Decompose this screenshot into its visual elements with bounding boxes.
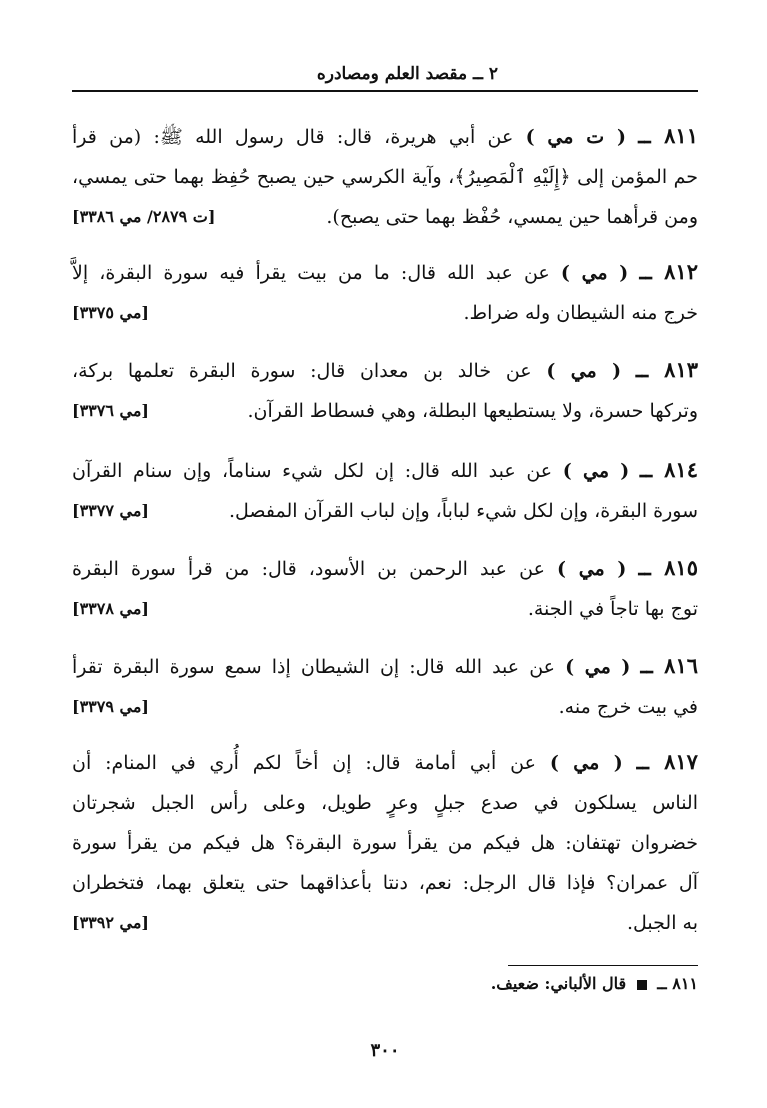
hadith-line bbox=[72, 589, 698, 629]
hadith-number: ٨١١ ــ bbox=[638, 123, 698, 148]
hadith-source: ( مي ) bbox=[557, 558, 627, 580]
chapter-title: ٢ ــ مقصد العلم ومصادره bbox=[316, 64, 498, 84]
footnote-text: قال الألباني: ضعيف. bbox=[490, 974, 627, 993]
hadith-reference: [مي ٣٣٧٩] bbox=[72, 697, 149, 716]
hadith-entry bbox=[72, 450, 698, 531]
hadith-text: به الجبل. bbox=[626, 912, 698, 934]
hadith-reference: [مي ٣٣٧٥] bbox=[72, 303, 149, 322]
hadith-number: ٨١٥ ــ bbox=[638, 555, 698, 580]
footnote bbox=[491, 974, 698, 993]
hadith-entry bbox=[72, 646, 698, 727]
hadith-text: في بيت خرج منه. bbox=[558, 696, 698, 718]
footnote-divider bbox=[508, 965, 698, 966]
hadith-line bbox=[72, 350, 698, 391]
hadith-line bbox=[72, 491, 698, 531]
hadith-source: ( مي ) bbox=[562, 460, 630, 482]
hadith-source: ( ت مي ) bbox=[525, 126, 627, 148]
hadith-text: ومن قرأهما حين يمسي، حُفْظ بهما حتى يصبح). bbox=[326, 206, 698, 228]
hadith-line bbox=[72, 197, 698, 237]
hadith-source: ( مي ) bbox=[549, 752, 623, 774]
hadith-line bbox=[72, 116, 698, 157]
hadith-line: الناس يسلكون في صدع جبلٍ وعرٍ طويل، وعلى رأس الجبل شجرتان bbox=[72, 792, 698, 814]
hadith-line: حم المؤمن إلى ﴿إِلَيْهِ ٱلْمَصِيرُ﴾، وآية الكرسي حين يصبح حُفِظ بهما حتى يمسي، bbox=[72, 166, 698, 188]
page-number: ٣٠٠ bbox=[370, 1040, 400, 1061]
hadith-reference: [مي ٣٣٧٦] bbox=[72, 401, 149, 420]
hadith-source: ( مي ) bbox=[565, 656, 631, 678]
hadith-source: ( مي ) bbox=[560, 262, 629, 284]
hadith-text: عن خالد بن معدان قال: سورة البقرة تعلمها بركة، bbox=[72, 360, 532, 382]
header-divider bbox=[72, 90, 698, 92]
footnote-number: ٨١١ ــ bbox=[657, 974, 698, 993]
hadith-line bbox=[72, 687, 698, 727]
hadith-text: عن أبي هريرة، قال: قال رسول الله ﷺ: (من قرأ bbox=[72, 126, 514, 148]
hadith-number: ٨١٢ ــ bbox=[639, 259, 698, 284]
book-page bbox=[72, 0, 698, 1108]
hadith-number: ٨١٣ ــ bbox=[635, 357, 699, 382]
hadith-number: ٨١٦ ــ bbox=[640, 653, 699, 678]
hadith-reference: [مي ٣٣٩٢] bbox=[72, 913, 149, 932]
hadith-line bbox=[72, 646, 698, 687]
hadith-text: عن عبد الله قال: إن لكل شيء سناماً، وإن سنام القرآن bbox=[72, 460, 553, 482]
hadith-line bbox=[72, 742, 698, 783]
hadith-entry bbox=[72, 252, 698, 333]
square-bullet-icon bbox=[637, 980, 647, 990]
hadith-source: ( مي ) bbox=[546, 360, 622, 382]
hadith-reference: [مي ٣٣٧٧] bbox=[72, 501, 149, 520]
hadith-line bbox=[72, 252, 698, 293]
hadith-text: عن عبد الرحمن بن الأسود، قال: من قرأ سورة البقرة bbox=[72, 558, 545, 580]
hadith-reference: [ت ٢٨٧٩/ مي ٣٣٨٦] bbox=[72, 207, 216, 226]
hadith-number: ٨١٤ ــ bbox=[639, 457, 698, 482]
hadith-entry bbox=[72, 350, 698, 431]
hadith-text: عن أبي أمامة قال: إن أخاً لكم أُري في المنام: أن bbox=[72, 752, 536, 774]
hadith-line: خضروان تهتفان: هل فيكم من يقرأ سورة البقرة؟ هل فيكم من يقرأ سورة bbox=[72, 832, 698, 854]
hadith-line bbox=[72, 293, 698, 333]
hadith-text: وتركها حسرة، ولا يستطيعها البطلة، وهي فسطاط القرآن. bbox=[247, 400, 698, 422]
hadith-entry bbox=[72, 742, 698, 943]
hadith-line: آل عمران؟ فإذا قال الرجل: نعم، دنتا بأعذاقهما حتى يتعلق بهما، فتخطران bbox=[72, 872, 698, 894]
hadith-text: توج بها تاجاً في الجنة. bbox=[527, 598, 698, 620]
hadith-reference: [مي ٣٣٧٨] bbox=[72, 599, 149, 618]
hadith-line bbox=[72, 548, 698, 589]
hadith-line bbox=[72, 391, 698, 431]
hadith-line bbox=[72, 903, 698, 943]
hadith-text: سورة البقرة، وإن لكل شيء لباباً، وإن لباب القرآن المفصل. bbox=[228, 500, 698, 522]
hadith-text: عن عبد الله قال: إن الشيطان إذا سمع سورة البقرة تقرأ bbox=[72, 656, 555, 678]
hadith-text: عن عبد الله قال: ما من بيت يقرأ فيه سورة البقرة، إلاَّ bbox=[72, 262, 550, 284]
hadith-number: ٨١٧ ــ bbox=[636, 749, 698, 774]
hadith-entry bbox=[72, 548, 698, 629]
running-header bbox=[72, 60, 698, 92]
hadith-entry bbox=[72, 116, 698, 237]
hadith-line bbox=[72, 450, 698, 491]
hadith-text: خرج منه الشيطان وله ضراط. bbox=[463, 302, 698, 324]
